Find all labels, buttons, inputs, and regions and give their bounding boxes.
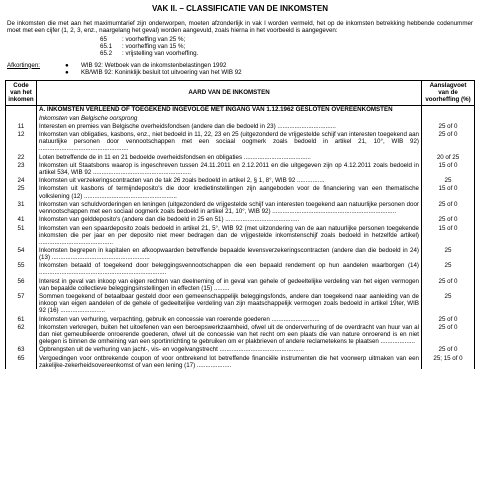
cell-rate: 25 of 0	[422, 216, 475, 224]
header-code: Code van het inkomen	[6, 81, 37, 106]
rate-code-item: 65 : voorheffing van 25 %;	[100, 36, 186, 43]
cell-rate: 25; 15 of 0	[422, 354, 475, 369]
cell-desc: Opbrengsten uit de verhuring van jacht-, vis- en vogelvangstrecht .................................................	[39, 346, 304, 354]
cell-rate: 15 of 0	[422, 161, 475, 176]
table-row	[6, 200, 475, 215]
cell-desc: Inkomsten uit verzekeringscontracten van de tak 26 zoals bedoeld in artikel 2, § 1, 8°, WIB 92 ................	[39, 177, 325, 185]
cell-code: 54	[6, 246, 37, 261]
cell-rate: 25 of 0	[422, 315, 475, 323]
cell-code: 51	[6, 224, 37, 246]
cell-desc: Inkomsten van verhuring, verpachting, gebruik en concessie van roerende goederen ............................	[39, 315, 320, 323]
cell-code	[6, 114, 37, 122]
rate-code-item: 65.1 : voorheffing van 15 %;	[100, 43, 186, 51]
cell-desc: Inkomsten van gelddeposito's (andere dan die bedoeld in 25 en 51) ...........................................	[39, 216, 300, 224]
table-row	[6, 346, 475, 354]
cell-desc: Inkomsten van een spaardeposito zoals bedoeld in artikel 21, 5°, WIB 92 (met uitzondering van de aan natuurlijke personen toegekende inkomsten die per jaar en per deposito niet meer bedragen dan de vrijgestelde inkomstenschijf zoals bedoeld in hetzelfde artikel) ...........................................	[39, 224, 419, 246]
cell-desc: Interesten en premies van Belgische overheidsfondsen (andere dan die bedoeld in 23) ..................................	[39, 122, 336, 130]
cell-rate: 25 of 0	[422, 130, 475, 152]
cell-rate	[422, 105, 475, 114]
header-rate: Aanslagvoet van de voorheffing (%)	[422, 81, 475, 106]
table-row	[6, 246, 475, 261]
table-body	[6, 105, 475, 369]
cell-desc: Sommen toegekend of betaalbaar gesteld door een gemeenschappelijk beleggingsfonds, andere dan toegekend naar aanleiding van de inkoop van eigen aandelen of de gehele of gedeeltelijke verdeling van zijn maatschappelijk vermogen zoals bedoeld in artikel 19ter, WIB 92 (16) ..........................	[39, 293, 419, 315]
cell-desc: Inkomsten betaald of toegekend door beleggingsvennootschappen die een bepaald rendement op hun aandelen waarborgen (14) ..........................................................................	[39, 262, 419, 277]
cell-rate: 25 of 0	[422, 346, 475, 354]
document-page	[5, 4, 475, 369]
cell-code: 31	[6, 200, 37, 215]
cell-rate: 25 of 0	[422, 122, 475, 130]
table-row	[6, 216, 475, 224]
abbreviations-block	[7, 62, 475, 76]
bullet-icon: ●	[65, 68, 69, 76]
cell-desc: Interest in geval van inkoop van eigen rechten van deelneming of in geval van gehele of gedeeltelijke verdeling van het eigen vermogen van bepaalde collectieve beleggingsinstellingen in effecten (15) .........	[39, 277, 419, 292]
table-row	[6, 262, 475, 277]
cell-desc: Inkomsten van Belgische oorsprong	[39, 114, 138, 122]
header-description: AARD VAN DE INKOMSTEN	[37, 81, 422, 106]
cell-code: 24	[6, 177, 37, 185]
cell-desc: Inkomsten begrepen in kapitalen en afkoopwaarden betreffende bepaalde levensverzekeringscontracten (andere dan die bedoeld in 24) (13) .........................................................	[39, 246, 419, 262]
cell-code: 25	[6, 185, 37, 200]
table-row	[6, 293, 475, 315]
table-row	[6, 224, 475, 246]
abbreviations-list	[57, 62, 242, 76]
cell-code: 55	[6, 262, 37, 277]
abbreviations-label: Afkortingen:	[7, 61, 41, 69]
cell-code	[6, 105, 37, 114]
cell-code: 63	[6, 346, 37, 354]
cell-desc: Inkomsten van schuldvorderingen en leningen (uitgezonderd de vrijgestelde schijf van interesten toegekend aan natuurlijke personen door vennootschappen met een sociaal oogmerk zoals bedoeld in artikel 21, 10°, WIB 92) ........................................................................	[39, 200, 419, 215]
table-row	[6, 122, 475, 130]
table-row	[6, 315, 475, 323]
cell-desc: Inkomsten uit Staatsbons waarop is ingeschreven tussen 24.11.2011 en 2.12.2011 en die uitgegeven zijn op 4.12.2011 zoals bedoeld in artikel 534, WIB 92 .........................................................	[39, 161, 419, 176]
cell-rate: 25	[422, 177, 475, 185]
table-row	[6, 105, 475, 114]
table-row	[6, 354, 475, 369]
cell-rate: 15 of 0	[422, 185, 475, 200]
bullet-icon: ●	[65, 61, 69, 69]
intro-paragraph: De inkomsten die met aan het maximumtarief zijn onderworpen, moeten afzonderlijk in vak I worden vermeld, het op de inkomsten betrekking hebbende codenummer moet met een cijfer (1, 2, 3, enz., naargelang het geval) worden aangevuld, zoals hierna in het voorbeeld is aangegeven:	[7, 20, 473, 34]
table-row	[6, 177, 475, 185]
cell-code: 62	[6, 323, 37, 345]
cell-desc: Vergoedingen voor ontbrekende coupon of voor ontbrekend lot betreffende financiële instrumenten die het voorwerp uitmaken van een zakelijke-zekerheidsovereenkomst of van een lening (17) ....................	[39, 354, 419, 369]
cell-code: 12	[6, 130, 37, 152]
cell-rate: 25	[422, 246, 475, 261]
cell-desc: A. INKOMSTEN VERLEEND OF TOEGEKEND INGEVOLGE MET INGANG VAN 1.12.1962 GESLOTEN OVEREENKOMSTEN	[39, 106, 393, 114]
table-row	[6, 185, 475, 200]
cell-desc: Inkomsten van obligaties, kasbons, enz., niet bedoeld in 11, 22, 23 en 25 (uitgezonderd de vrijgestelde schijf van interesten toegekend aan natuurlijke personen door vennootschappen met een sociaal oogmerk zoals bedoeld in artikel 21, 10°, WIB 92) ....................................................	[39, 131, 419, 153]
table-row	[6, 153, 475, 161]
cell-rate: 25	[422, 293, 475, 315]
cell-rate: 20 of 25	[422, 153, 475, 161]
cell-rate: 25	[422, 262, 475, 277]
table-row	[6, 130, 475, 152]
table-row	[6, 114, 475, 122]
table-row	[6, 277, 475, 292]
cell-rate	[422, 114, 475, 122]
cell-code: 56	[6, 277, 37, 292]
cell-code: 57	[6, 293, 37, 315]
cell-code: 65	[6, 354, 37, 369]
cell-rate: 25 of 0	[422, 200, 475, 215]
abbreviation-item: ● KB/WIB 92: Koninklijk besluit tot uitvoering van het WIB 92	[57, 69, 242, 76]
table-row	[6, 323, 475, 345]
rate-code-item: 65.2 : vrijstelling van voorheffing.	[100, 50, 199, 58]
cell-desc: Inkomsten uit kasbons of termijndeposito's die door kredietinstellingen zijn aangeboden voor de financiering van een thematische volkslening (12) ......................................................	[39, 185, 419, 200]
table-row	[6, 161, 475, 176]
cell-code: 11	[6, 122, 37, 130]
cell-code: 41	[6, 216, 37, 224]
cell-rate: 25 of 0	[422, 323, 475, 345]
cell-code: 61	[6, 315, 37, 323]
table-header-row	[6, 81, 475, 106]
cell-rate: 25 of 0	[422, 277, 475, 292]
cell-rate: 15 of 0	[422, 224, 475, 246]
cell-code: 22	[6, 153, 37, 161]
page-title: VAK II. – CLASSIFICATIE VAN DE INKOMSTEN	[151, 4, 328, 13]
income-classification-table	[5, 80, 475, 369]
cell-desc: Inkomsten verkregen, buiten het uitoefenen van een beroepswerkzaamheid, ofwel uit de onderverhuring of de overdracht van huur van al dan niet gemeubileerde onroerende goederen, ofwel uit de concessie van het recht om een plaats die van nature onroerend is en niet gelegen is binnen de omheining van een sportinrichting te gebruiken om er plakbrieven of andere reclametekens te plaatsen ....................	[39, 323, 419, 346]
cell-desc: Loten betreffende de in 11 en 21 bedoelde overheidsfondsen en obligaties .......................................	[39, 153, 311, 161]
cell-code: 23	[6, 161, 37, 176]
abbreviation-item: ● WIB 92: Wetboek van de inkomstenbelastingen 1992	[57, 62, 242, 69]
rate-code-list	[100, 36, 475, 58]
